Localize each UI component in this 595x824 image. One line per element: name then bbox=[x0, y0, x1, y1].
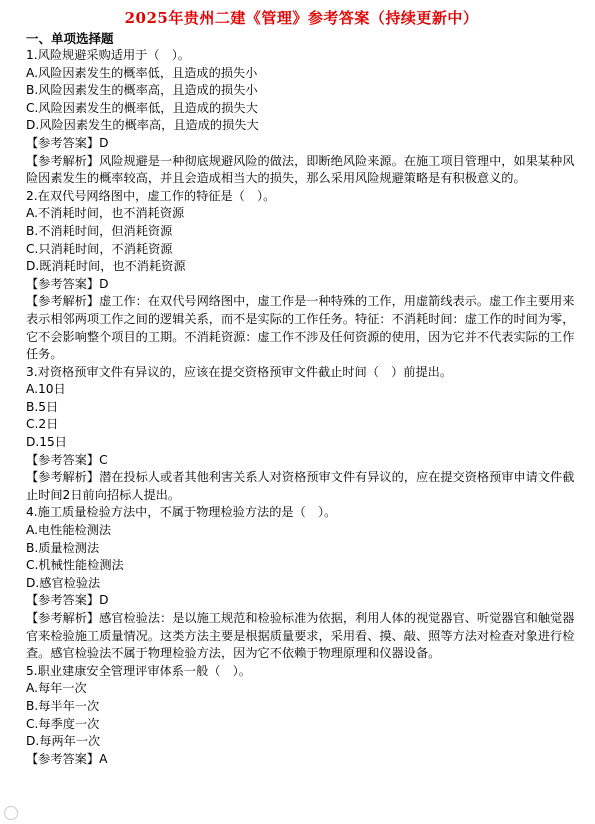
answer: 【参考答案】D bbox=[26, 593, 109, 608]
analysis: 【参考解析】风险规避是一种彻底规避风险的做法，即断绝风险来源。在施工项目管理中，如果某种风险因素发生的概率较高，并且会造成相当大的损失，那么采用风险规避策略是有积极意义的。 bbox=[26, 153, 575, 186]
question-1 bbox=[26, 47, 577, 188]
question-stem: 2.在双代号网络图中，虚工作的特征是（ ）。 bbox=[26, 188, 276, 203]
option-b: B.不消耗时间，但消耗资源 bbox=[26, 223, 173, 238]
section-heading: 一、单项选择题 bbox=[26, 31, 114, 46]
option-b: B.质量检测法 bbox=[26, 540, 100, 555]
option-d: D.风险因素发生的概率高，且造成的损失大 bbox=[26, 118, 259, 133]
answer: 【参考答案】D bbox=[26, 135, 109, 150]
question-stem: 3.对资格预审文件有异议的，应该在提交资格预审文件截止时间（ ）前提出。 bbox=[26, 364, 453, 379]
option-a: A.10日 bbox=[26, 382, 66, 397]
watermark bbox=[4, 806, 18, 820]
watermark-logo-icon bbox=[4, 806, 18, 820]
document-title: 2025年贵州二建《管理》参考答案（持续更新中） bbox=[124, 9, 479, 27]
question-2 bbox=[26, 188, 577, 364]
option-a: A.每年一次 bbox=[26, 681, 87, 696]
answer: 【参考答案】C bbox=[26, 452, 108, 467]
option-c: C.只消耗时间，不消耗资源 bbox=[26, 241, 173, 256]
analysis: 【参考解析】虚工作：在双代号网络图中，虚工作是一种特殊的工作，用虚箭线表示。虚工作主要用来表示相邻两项工作之间的逻辑关系，而不是实际的工作任务。特征：不消耗时间：虚工作的时间为零，它不会影响整个项目的工期。不消耗资源：虚工作不涉及任何资源的使用，因为它并不代表实际的工作任务。 bbox=[26, 294, 575, 362]
option-d: D.既消耗时间，也不消耗资源 bbox=[26, 259, 186, 274]
option-c: C.风险因素发生的概率低，且造成的损失大 bbox=[26, 100, 258, 115]
option-c: C.2日 bbox=[26, 417, 59, 432]
analysis: 【参考解析】潜在投标人或者其他利害关系人对资格预审文件有异议的，应在提交资格预审申请文件截止时间2日前向招标人提出。 bbox=[26, 470, 575, 502]
option-b: B.5日 bbox=[26, 399, 59, 414]
option-d: D.15日 bbox=[26, 435, 67, 450]
question-stem: 5.职业建康安全管理评审体系一般（ ）。 bbox=[26, 663, 251, 678]
question-stem: 4.施工质量检验方法中，不属于物理检验方法的是（ ）。 bbox=[26, 505, 337, 520]
option-d: D.每两年一次 bbox=[26, 734, 101, 749]
option-c: C.机械性能检测法 bbox=[26, 558, 124, 573]
question-4 bbox=[26, 504, 577, 662]
analysis: 【参考解析】感官检验法：是以施工规范和检验标准为依据，利用人体的视觉器官、听觉器官和触觉器官来检验施工质量情况。这类方法主要是根据质量要求，采用看、摸、敲、照等方法对检查对象进行检查。感官检验法不属于物理检验方法，因为它不依赖于物理原理和仪器设备。 bbox=[26, 611, 575, 661]
answer: 【参考答案】D bbox=[26, 276, 109, 291]
option-a: A.风险因素发生的概率低，且造成的损失小 bbox=[26, 65, 258, 80]
question-stem: 1.风险规避采购适用于（ ）。 bbox=[26, 48, 190, 62]
question-5 bbox=[26, 663, 577, 769]
question-3 bbox=[26, 364, 577, 505]
option-b: B.风险因素发生的概率高，且造成的损失小 bbox=[26, 83, 258, 98]
option-a: A.不消耗时间，也不消耗资源 bbox=[26, 206, 185, 221]
option-d: D.感官检验法 bbox=[26, 575, 101, 590]
option-b: B.每半年一次 bbox=[26, 698, 100, 713]
option-c: C.每季度一次 bbox=[26, 716, 100, 731]
option-a: A.电性能检测法 bbox=[26, 523, 112, 538]
answer: 【参考答案】A bbox=[26, 751, 108, 766]
